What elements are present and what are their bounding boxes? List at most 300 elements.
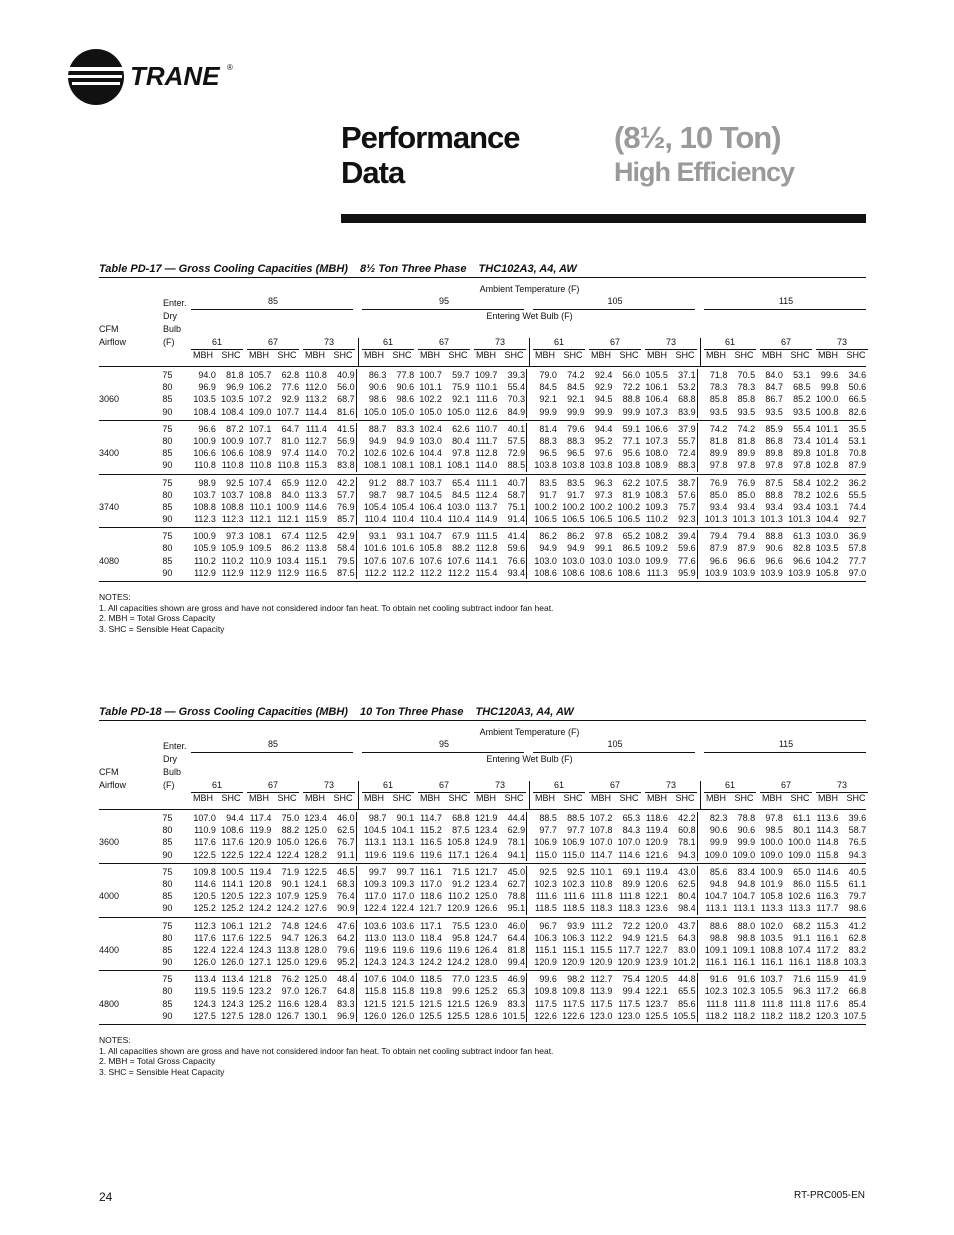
- shc-cell: 114.1: [221, 878, 244, 889]
- shc-header: SHC: [619, 793, 639, 803]
- shc-cell: 125.5: [447, 1010, 470, 1021]
- shc-cell: 87.9: [737, 543, 756, 554]
- mbh-cell: 111.6: [476, 394, 498, 405]
- wet-bulb-value: 73: [836, 337, 847, 347]
- shc-cell: 95.9: [678, 567, 696, 578]
- shc-cell: 113.1: [392, 837, 415, 848]
- mbh-cell: 102.3: [534, 878, 557, 889]
- mbh-cell: 121.9: [474, 813, 498, 823]
- mbh-cell: 107.2: [248, 394, 272, 405]
- mbh-cell: 103.5: [193, 394, 216, 405]
- mbh-cell: 103.9: [704, 567, 728, 578]
- shc-cell: 88.5: [507, 460, 526, 471]
- enter-label: Enter.: [163, 741, 187, 751]
- table-row: [99, 866, 866, 878]
- shc-cell: 34.6: [848, 370, 867, 380]
- table-caption: [99, 263, 866, 278]
- wet-bulb-value: 73: [323, 780, 334, 790]
- cfm-cell: [99, 973, 162, 985]
- shc-cell: 91.6: [737, 974, 756, 985]
- shc-cell: 62.8: [281, 370, 300, 380]
- mbh-cell: 123.0: [589, 1010, 613, 1021]
- mbh-cell: 98.5: [765, 825, 783, 836]
- mbh-cell: 93.5: [709, 406, 728, 417]
- shc-cell: 42.2: [337, 477, 355, 488]
- dry-bulb-cell: 85: [162, 501, 173, 512]
- mbh-cell: 91.7: [539, 489, 557, 500]
- shc-cell: 92.3: [678, 514, 696, 525]
- shc-cell: 58.7: [507, 489, 526, 500]
- mbh-cell: 114.6: [305, 501, 327, 512]
- mbh-cell: 109.0: [248, 406, 272, 417]
- wet-bulb-value: 73: [665, 780, 676, 790]
- table-row: [99, 902, 866, 914]
- mbh-cell: 116.5: [420, 837, 442, 848]
- mbh-header: MBH: [420, 350, 440, 360]
- mbh-cell: 123.7: [645, 998, 668, 1009]
- shc-cell: 46.0: [337, 813, 355, 823]
- mbh-cell: 96.6: [198, 423, 216, 434]
- mbh-cell: 121.7: [419, 903, 442, 914]
- mbh-cell: 90.6: [368, 382, 387, 393]
- shc-cell: 75.1: [507, 501, 526, 512]
- shc-cell: 78.8: [737, 813, 756, 823]
- mbh-cell: 98.7: [368, 813, 387, 823]
- mbh-cell: 93.4: [765, 501, 783, 512]
- shc-cell: 64.2: [337, 932, 355, 943]
- table-row: [99, 369, 866, 381]
- shc-cell: 107.7: [276, 406, 300, 417]
- mbh-cell: 116.1: [761, 957, 783, 968]
- mbh-header: MBH: [193, 350, 213, 360]
- mbh-cell: 120.9: [534, 957, 557, 968]
- mbh-cell: 102.2: [815, 477, 839, 488]
- cfm-cell: [99, 932, 162, 944]
- shc-cell: 76.2: [281, 974, 300, 985]
- wet-bulb-value: 73: [665, 337, 676, 347]
- mbh-cell: 105.9: [193, 543, 216, 554]
- shc-cell: 83.0: [678, 944, 696, 955]
- block-divider: [700, 338, 701, 366]
- shc-cell: 59.6: [678, 543, 696, 554]
- mbh-cell: 103.7: [760, 974, 783, 985]
- dry-bulb-cell: 85: [162, 891, 173, 902]
- shc-cell: 109.0: [732, 849, 756, 860]
- shc-cell: 105.4: [391, 501, 415, 512]
- mbh-cell: 112.3: [194, 514, 216, 525]
- mbh-cell: 101.1: [419, 382, 442, 393]
- table-bottom-rule: [99, 581, 866, 582]
- shc-cell: 119.5: [221, 986, 244, 997]
- shc-cell: 62.6: [452, 423, 470, 434]
- shc-cell: 98.8: [737, 932, 756, 943]
- mbh-cell: 98.8: [709, 932, 728, 943]
- shc-cell: 101.3: [788, 514, 811, 525]
- shc-cell: 111.8: [789, 998, 811, 1009]
- mbh-cell: 103.9: [760, 567, 783, 578]
- mbh-cell: 106.3: [534, 932, 557, 943]
- dry-bulb-cell: 75: [162, 866, 173, 877]
- ambient-temp-label: Ambient Temperature (F): [479, 284, 580, 294]
- mbh-cell: 94.8: [709, 878, 728, 889]
- mbh-cell: 106.4: [645, 394, 668, 405]
- shc-cell: 68.7: [337, 394, 355, 405]
- mbh-cell: 119.6: [364, 944, 387, 955]
- brand-name: TRANE: [130, 61, 220, 91]
- shc-cell: 95.8: [452, 932, 470, 943]
- shc-cell: 77.1: [622, 435, 641, 446]
- mbh-cell: 108.1: [363, 460, 387, 471]
- shc-cell: 91.2: [452, 878, 470, 889]
- mbh-cell: 86.3: [368, 370, 387, 380]
- mbh-cell: 97.7: [539, 825, 557, 836]
- mbh-cell: 114.9: [475, 514, 498, 525]
- mbh-cell: 79.0: [539, 370, 557, 380]
- mbh-cell: 114.6: [816, 866, 839, 877]
- mbh-cell: 109.0: [704, 849, 728, 860]
- shc-cell: 66.5: [848, 394, 867, 405]
- shc-cell: 87.2: [226, 423, 244, 434]
- bulb-label: Bulb: [163, 324, 182, 334]
- ambient-underline: [533, 309, 695, 310]
- cfm-cell: [99, 477, 162, 489]
- shc-cell: 65.3: [622, 813, 641, 823]
- shc-cell: 103.0: [562, 555, 585, 566]
- shc-cell: 98.2: [567, 974, 585, 985]
- mbh-header: MBH: [305, 793, 325, 803]
- cfm-cell: 4080: [99, 555, 120, 566]
- shc-cell: 97.3: [226, 531, 244, 542]
- mbh-cell: 111.8: [706, 998, 728, 1009]
- mbh-cell: 117.2: [816, 944, 839, 955]
- shc-cell: 83.5: [567, 477, 585, 488]
- shc-cell: 86.0: [793, 878, 811, 889]
- mbh-cell: 112.2: [420, 567, 442, 578]
- note-line: 1. All capacities shown are gross and have not considered indoor fan heat. To obtain net cooling subtract indoor fan heat.: [99, 1045, 554, 1056]
- shc-cell: 57.8: [848, 543, 867, 554]
- mbh-cell: 91.6: [709, 974, 728, 985]
- mbh-cell: 110.1: [249, 501, 272, 512]
- shc-cell: 105.0: [276, 837, 300, 848]
- mbh-cell: 107.6: [363, 974, 387, 985]
- wet-bulb-value: 61: [553, 337, 564, 347]
- cfm-cell: [99, 812, 162, 824]
- shc-cell: 53.1: [793, 370, 811, 380]
- shc-cell: 122.4: [391, 903, 415, 914]
- mbh-header: MBH: [591, 793, 611, 803]
- shc-cell: 61.3: [793, 531, 811, 542]
- mbh-cell: 119.6: [420, 944, 442, 955]
- shc-cell: 68.5: [793, 382, 811, 393]
- mbh-cell: 111.2: [591, 920, 613, 931]
- shc-cell: 70.5: [737, 370, 756, 380]
- table-row: [99, 501, 866, 513]
- shc-cell: 98.7: [396, 489, 415, 500]
- mbh-cell: 117.1: [420, 920, 442, 931]
- mbh-cell: 123.9: [645, 957, 668, 968]
- shc-cell: 58.4: [793, 477, 811, 488]
- mbh-cell: 125.5: [645, 1010, 668, 1021]
- table-row: [99, 555, 866, 567]
- shc-cell: 86.2: [567, 531, 585, 542]
- shc-cell: 96.9: [226, 382, 244, 393]
- shc-cell: 92.1: [452, 394, 470, 405]
- enter-label: Enter.: [163, 298, 187, 308]
- shc-cell: 117.1: [447, 849, 470, 860]
- mbh-cell: 100.7: [419, 370, 442, 380]
- mbh-cell: 110.2: [646, 514, 668, 525]
- shc-cell: 98.6: [396, 394, 415, 405]
- dry-bulb-cell: 80: [162, 543, 173, 554]
- table-row: [99, 998, 866, 1010]
- shc-cell: 103.0: [447, 501, 470, 512]
- mbh-cell: 96.6: [709, 555, 728, 566]
- shc-header: SHC: [790, 350, 810, 360]
- mbh-header: MBH: [535, 793, 555, 803]
- shc-cell: 88.2: [281, 825, 300, 836]
- dry-bulb-cell: 75: [162, 477, 173, 488]
- shc-cell: 126.0: [221, 957, 244, 968]
- dry-bulb-cell: 75: [162, 531, 173, 542]
- table-bottom-rule: [99, 1024, 866, 1025]
- mbh-cell: 116.3: [816, 891, 839, 902]
- mbh-cell: 125.0: [474, 891, 498, 902]
- mbh-cell: 92.5: [539, 866, 557, 877]
- shc-cell: 104.1: [391, 825, 415, 836]
- shc-cell: 55.4: [507, 382, 526, 393]
- shc-cell: 119.6: [392, 944, 415, 955]
- subtitle-line-2: High Efficiency: [614, 157, 795, 187]
- shc-cell: 111.6: [563, 891, 585, 902]
- document-code: RT-PRC005-EN: [794, 1190, 865, 1201]
- shc-cell: 100.0: [788, 837, 811, 848]
- shc-cell: 90.6: [396, 382, 415, 393]
- mbh-cell: 120.9: [589, 957, 613, 968]
- shc-cell: 119.6: [392, 849, 415, 860]
- mbh-cell: 123.4: [474, 825, 498, 836]
- mbh-cell: 119.9: [249, 825, 272, 836]
- mbh-cell: 115.5: [590, 944, 613, 955]
- table-row: [99, 944, 866, 956]
- mbh-cell: 120.9: [645, 837, 668, 848]
- mbh-cell: 108.0: [645, 448, 668, 459]
- dry-bulb-cell: 85: [162, 998, 173, 1009]
- dry-label: Dry: [163, 311, 177, 321]
- shc-cell: 69.1: [622, 866, 641, 877]
- shc-cell: 117.5: [618, 998, 641, 1009]
- mbh-cell: 109.9: [645, 555, 668, 566]
- mbh-header: MBH: [706, 793, 726, 803]
- shc-cell: 90.1: [396, 813, 415, 823]
- shc-cell: 62.7: [507, 878, 526, 889]
- shc-cell: 126.7: [276, 1010, 300, 1021]
- mbh-cell: 124.6: [304, 920, 327, 931]
- shc-cell: 71.9: [281, 866, 300, 877]
- shc-cell: 94.7: [281, 932, 300, 943]
- dry-bulb-cell: 75: [162, 423, 173, 434]
- mbh-cell: 117.4: [249, 813, 272, 823]
- mbh-cell: 99.9: [709, 837, 728, 848]
- mbh-cell: 111.8: [591, 891, 613, 902]
- mbh-cell: 118.2: [705, 1010, 728, 1021]
- shc-cell: 55.5: [848, 489, 867, 500]
- shc-header: SHC: [790, 793, 810, 803]
- mbh-cell: 118.6: [646, 813, 668, 823]
- mbh-cell: 105.8: [815, 567, 839, 578]
- mbh-cell: 114.4: [305, 406, 327, 417]
- mbh-cell: 120.8: [248, 878, 272, 889]
- mbh-cell: 88.8: [765, 531, 783, 542]
- mbh-cell: 99.9: [594, 406, 613, 417]
- mbh-cell: 119.4: [646, 825, 668, 836]
- shc-cell: 42.2: [678, 813, 696, 823]
- mbh-cell: 93.1: [368, 531, 387, 542]
- shc-cell: 75.9: [452, 382, 470, 393]
- cfm-cell: [99, 866, 162, 878]
- shc-cell: 103.3: [843, 957, 867, 968]
- shc-cell: 110.2: [447, 891, 470, 902]
- mbh-cell: 111.5: [476, 531, 498, 542]
- mbh-cell: 108.3: [645, 489, 668, 500]
- mbh-cell: 128.0: [474, 957, 498, 968]
- mbh-cell: 116.1: [816, 932, 839, 943]
- table-row: [99, 423, 866, 435]
- mbh-cell: 112.9: [249, 567, 272, 578]
- ambient-value: 95: [438, 739, 449, 749]
- table-row: [99, 530, 866, 542]
- mbh-cell: 108.1: [248, 531, 272, 542]
- shc-cell: 78.3: [737, 382, 756, 393]
- shc-cell: 59.1: [622, 423, 641, 434]
- block-divider: [358, 338, 359, 366]
- shc-header: SHC: [221, 793, 241, 803]
- mbh-cell: 104.5: [419, 489, 442, 500]
- mbh-cell: 112.2: [364, 567, 387, 578]
- mbh-cell: 92.9: [594, 382, 613, 393]
- shc-cell: 118.2: [788, 1010, 811, 1021]
- mbh-cell: 128.6: [474, 1010, 498, 1021]
- mbh-cell: 92.4: [594, 370, 613, 380]
- shc-cell: 53.2: [678, 382, 696, 393]
- table-caption: [99, 706, 866, 721]
- dry-bulb-cell: 90: [162, 849, 173, 860]
- shc-cell: 99.4: [622, 986, 641, 997]
- mbh-cell: 110.9: [249, 555, 272, 566]
- shc-cell: 107.5: [843, 1010, 867, 1021]
- table-row: [99, 381, 866, 393]
- shc-cell: 77.8: [396, 370, 415, 380]
- shc-header: SHC: [392, 350, 412, 360]
- airflow-label: Airflow: [99, 337, 127, 347]
- shc-cell: 116.1: [733, 957, 756, 968]
- mbh-header: MBH: [818, 350, 838, 360]
- mbh-header: MBH: [420, 793, 440, 803]
- shc-cell: 109.3: [391, 878, 415, 889]
- mbh-cell: 89.8: [765, 448, 783, 459]
- shc-cell: 98.4: [678, 903, 696, 914]
- mbh-cell: 110.2: [194, 555, 216, 566]
- wet-bulb-value: 73: [494, 780, 505, 790]
- shc-cell: 70.3: [507, 394, 526, 405]
- dry-bulb-cell: 90: [162, 957, 173, 968]
- shc-cell: 113.4: [221, 974, 244, 985]
- shc-cell: 83.4: [737, 866, 756, 877]
- wet-bulb-value: 73: [494, 337, 505, 347]
- table-row: [99, 406, 866, 418]
- cfm-cell: [99, 542, 162, 554]
- mbh-cell: 107.6: [363, 555, 387, 566]
- mbh-cell: 128.2: [304, 849, 327, 860]
- mbh-cell: 88.7: [368, 423, 387, 434]
- shc-header: SHC: [277, 793, 297, 803]
- table-notes: [99, 1035, 866, 1077]
- shc-cell: 97.0: [848, 567, 867, 578]
- shc-cell: 57.5: [507, 435, 526, 446]
- mbh-cell: 107.6: [419, 555, 442, 566]
- shc-cell: 87.5: [452, 825, 470, 836]
- block-divider: [529, 338, 530, 366]
- dry-bulb-cell: 90: [162, 514, 173, 525]
- mbh-cell: 105.5: [645, 370, 668, 380]
- mbh-cell: 109.1: [704, 944, 728, 955]
- shc-cell: 104.0: [391, 974, 415, 985]
- shc-header: SHC: [392, 793, 412, 803]
- mbh-cell: 119.5: [194, 986, 216, 997]
- mbh-cell: 115.2: [420, 825, 442, 836]
- mbh-cell: 123.0: [474, 920, 498, 931]
- mbh-cell: 102.6: [363, 448, 387, 459]
- note-line: 3. SHC = Sensible Heat Capacity: [99, 1066, 225, 1077]
- shc-header: SHC: [504, 793, 524, 803]
- shc-cell: 41.2: [848, 920, 867, 931]
- shc-cell: 56.0: [337, 382, 355, 393]
- mbh-cell: 94.9: [539, 543, 557, 554]
- dry-bulb-cell: 85: [162, 555, 173, 566]
- mbh-cell: 124.2: [419, 957, 442, 968]
- cfm-cell: [99, 489, 162, 501]
- shc-cell: 37.1: [678, 370, 696, 380]
- shc-cell: 125.2: [221, 903, 244, 914]
- mbh-cell: 119.8: [420, 986, 442, 997]
- mbh-cell: 106.1: [645, 382, 668, 393]
- mbh-cell: 96.7: [539, 920, 557, 931]
- shc-cell: 95.2: [337, 957, 355, 968]
- ambient-temp-label: Ambient Temperature (F): [479, 727, 580, 737]
- shc-cell: 79.6: [337, 944, 355, 955]
- mbh-cell: 123.4: [474, 878, 498, 889]
- shc-cell: 93.4: [737, 501, 756, 512]
- shc-cell: 80.4: [452, 435, 470, 446]
- mbh-cell: 122.6: [534, 1010, 557, 1021]
- dry-bulb-cell: 90: [162, 567, 173, 578]
- shc-cell: 70.2: [337, 448, 355, 459]
- shc-cell: 108.6: [617, 567, 641, 578]
- mbh-cell: 128.0: [304, 944, 327, 955]
- shc-header: SHC: [448, 350, 468, 360]
- shc-cell: 86.2: [281, 543, 300, 554]
- shc-cell: 35.5: [848, 423, 867, 434]
- mbh-cell: 113.6: [816, 813, 839, 823]
- mbh-cell: 122.7: [645, 944, 668, 955]
- shc-cell: 94.9: [396, 435, 415, 446]
- shc-cell: 124.2: [447, 957, 470, 968]
- mbh-cell: 85.9: [765, 423, 783, 434]
- mbh-cell: 126.0: [193, 957, 216, 968]
- mbh-cell: 122.5: [248, 932, 272, 943]
- ambient-value: 85: [267, 296, 278, 306]
- mbh-cell: 101.4: [815, 435, 839, 446]
- mbh-cell: 112.2: [590, 932, 613, 943]
